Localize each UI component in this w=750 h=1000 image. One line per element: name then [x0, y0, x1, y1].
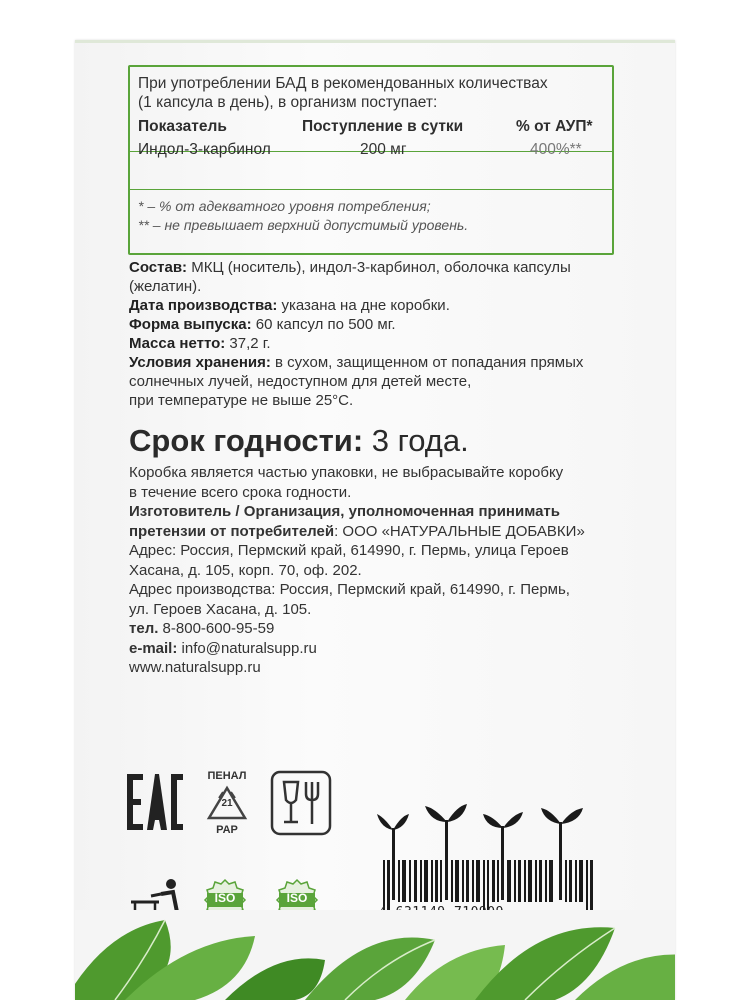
- prod-address-1: Адрес производства: Россия, Пермский край, 614990, г. Пермь,: [129, 581, 570, 598]
- package-back-panel: [75, 40, 675, 1000]
- nutrition-table: [128, 65, 614, 255]
- nutrient-name: Индол-3-карбинол: [138, 141, 271, 158]
- eac-mark-icon: [125, 768, 185, 838]
- production-date-text: указана на дне коробки.: [277, 297, 450, 314]
- composition-text: МКЦ (носитель), индол-3-карбинол, оболочка капсулы: [187, 259, 571, 276]
- iso-22000-badge: ISO: [214, 891, 236, 905]
- email-label: e-mail:: [129, 639, 178, 657]
- storage-label: Условия хранения:: [129, 354, 271, 371]
- header-indicator: Показатель: [138, 118, 227, 135]
- nutrition-intro-2: (1 капсула в день), в организм поступает:: [138, 94, 438, 111]
- recycle-number: 21: [221, 798, 233, 809]
- website: www.naturalsupp.ru: [129, 659, 261, 676]
- note-2: ** – не превышает верхний допустимый уровень.: [138, 217, 469, 233]
- storage-text: в сухом, защищенном от попадания прямых: [270, 354, 584, 371]
- header-percent: % от АУП*: [516, 118, 593, 135]
- composition-label: Состав:: [129, 259, 188, 276]
- storage-text-3: при температуре не выше 25°С.: [129, 392, 354, 409]
- release-form-label: Форма выпуска:: [129, 316, 252, 333]
- prod-address-2: ул. Героев Хасана, д. 105.: [129, 600, 312, 618]
- shelf-life-label: Срок годности:: [129, 423, 364, 458]
- product-info: [129, 258, 629, 410]
- box-note-2: в течение всего срока годности.: [129, 483, 352, 501]
- note-1: * – % от адекватного уровня потребления;: [138, 198, 431, 214]
- top-edge: [75, 40, 675, 43]
- shelf-life-value: 3 года.: [363, 423, 469, 458]
- recycle-label-bottom: PAP: [216, 824, 238, 836]
- nutrition-notes: [138, 197, 468, 235]
- release-form-text: 60 капсул по 500 мг.: [251, 316, 396, 333]
- address-2: Хасана, д. 105, корп. 70, оф. 202.: [129, 561, 362, 579]
- manufacturer-info: [129, 463, 639, 678]
- email-address: info@naturalsupp.ru: [177, 639, 317, 657]
- nutrient-amount: 200 мг: [360, 141, 407, 158]
- nutrition-intro-1: При употреблении БАД в рекомендованных количествах: [138, 75, 548, 92]
- nutrition-row: [138, 140, 612, 161]
- nutrition-header-row: [138, 117, 612, 138]
- phone-label: тел.: [129, 620, 159, 637]
- iso-9001-badge: ISO: [286, 891, 308, 905]
- box-note-1: Коробка является частью упаковки, не выбрасывайте коробку: [129, 464, 564, 481]
- manufacturer-label-1: Изготовитель / Организация, уполномоченная принимать: [129, 503, 561, 520]
- shelf-life: [129, 423, 469, 459]
- composition-text-2: (желатин).: [129, 278, 202, 295]
- production-date-label: Дата производства:: [129, 297, 278, 314]
- storage-text-2: солнечных лучей, недоступном для детей месте,: [129, 373, 472, 390]
- address-1: Адрес: Россия, Пермский край, 614990, г. Пермь, улица Героев: [129, 542, 569, 559]
- recycle-label-top: ПЕНАЛ: [207, 770, 247, 782]
- header-daily-intake: Поступление в сутки: [302, 118, 464, 135]
- net-mass-text: 37,2 г.: [225, 335, 271, 352]
- table-divider: [130, 189, 612, 190]
- leaves-decoration: [75, 910, 675, 1000]
- manufacturer-label-2: претензии от потребителей: [129, 522, 335, 540]
- phone-number: 8-800-600-95-59: [158, 620, 275, 637]
- manufacturer-name: : ООО «НАТУРАЛЬНЫЕ ДОБАВКИ»: [334, 522, 585, 540]
- nutrient-percent: 400%**: [530, 141, 582, 158]
- net-mass-label: Масса нетто:: [129, 335, 226, 352]
- food-safe-icon: [270, 770, 332, 836]
